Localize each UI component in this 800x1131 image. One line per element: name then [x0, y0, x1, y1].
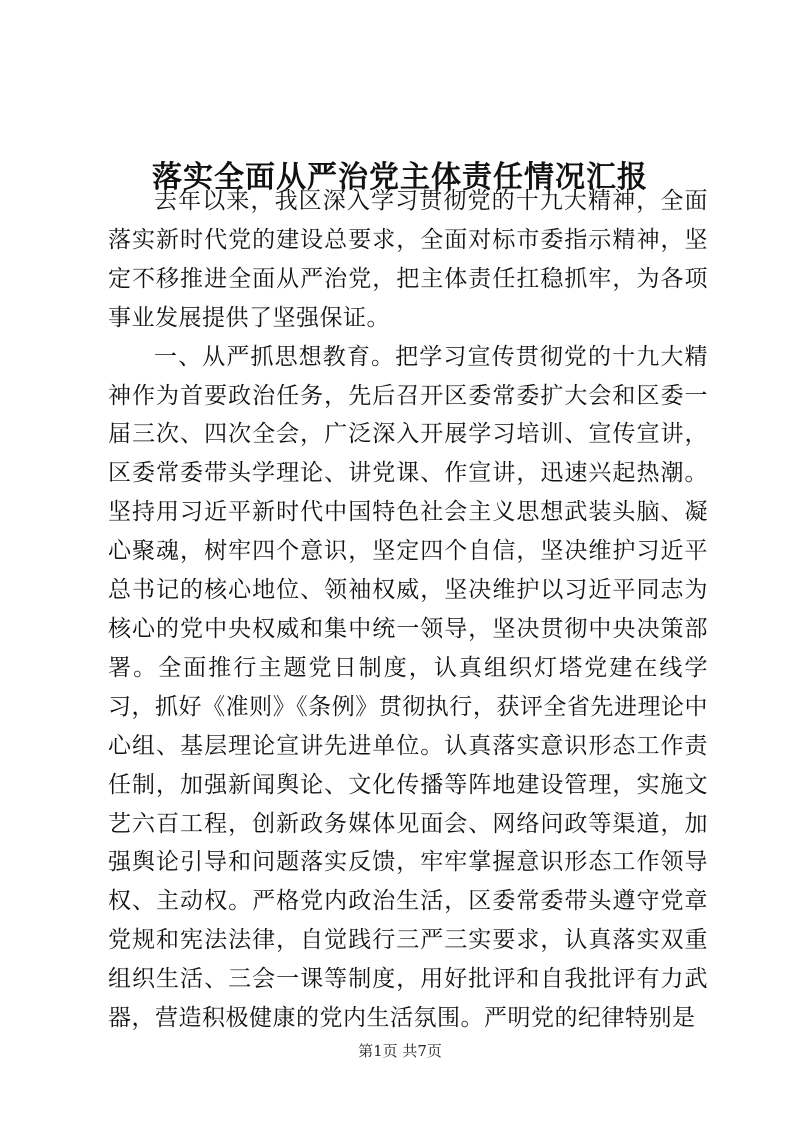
document-title: 落实全面从严治党主体责任情况汇报: [152, 160, 648, 196]
paragraph-intro: 去年以来，我区深入学习贯彻党的十九大精神，全面落实新时代党的建设总要求，全面对标市委指示精神，坚定不移推进全面从严治党，把主体责任扛稳抓牢，为各项事业发展提供了坚强保证。: [108, 188, 708, 331]
paragraph-section-1: 一、从严抓思想教育。把学习宣传贯彻党的十九大精神作为首要政治任务，先后召开区委常委扩大会和区委一届三次、四次全会，广泛深入开展学习培训、宣传宣讲，区委常委带头学理论、讲党课、作宣讲，迅速兴起热潮。坚持用习近平新时代中国特色社会主义思想武装头脑、凝心聚魂，树牢四个意识，坚定四个自信，坚决维护习近平总书记的核心地位、领袖权威，坚决维护以习近平同志为核心的党中央权威和集中统一领导，坚决贯彻中央决策部署。全面推行主题党日制度，认真组织灯塔党建在线学习，抓好《准则》《条例》贯彻执行，获评全省先进理论中心组、基层理论宣讲先进单位。认真落实意识形态工作责任制，加强新闻舆论、文化传播等阵地建设管理，实施文艺六百工程，创新政务媒体见面会、网络问政等渠道，加强舆论引导和问题落实反馈，牢牢掌握意识形态工作领导权、主动权。严格党内政治生活，区委常委带头遵守党章党规和宪法法律，自觉践行三严三实要求，认真落实双重组织生活、三会一课等制度，用好批评和自我批评有力武器，营造积极健康的党内生活氛围。严明党的纪律特别是: [108, 343, 708, 1032]
page-footer: 第1页 共7页: [358, 1042, 442, 1060]
document-body: [108, 182, 708, 1038]
